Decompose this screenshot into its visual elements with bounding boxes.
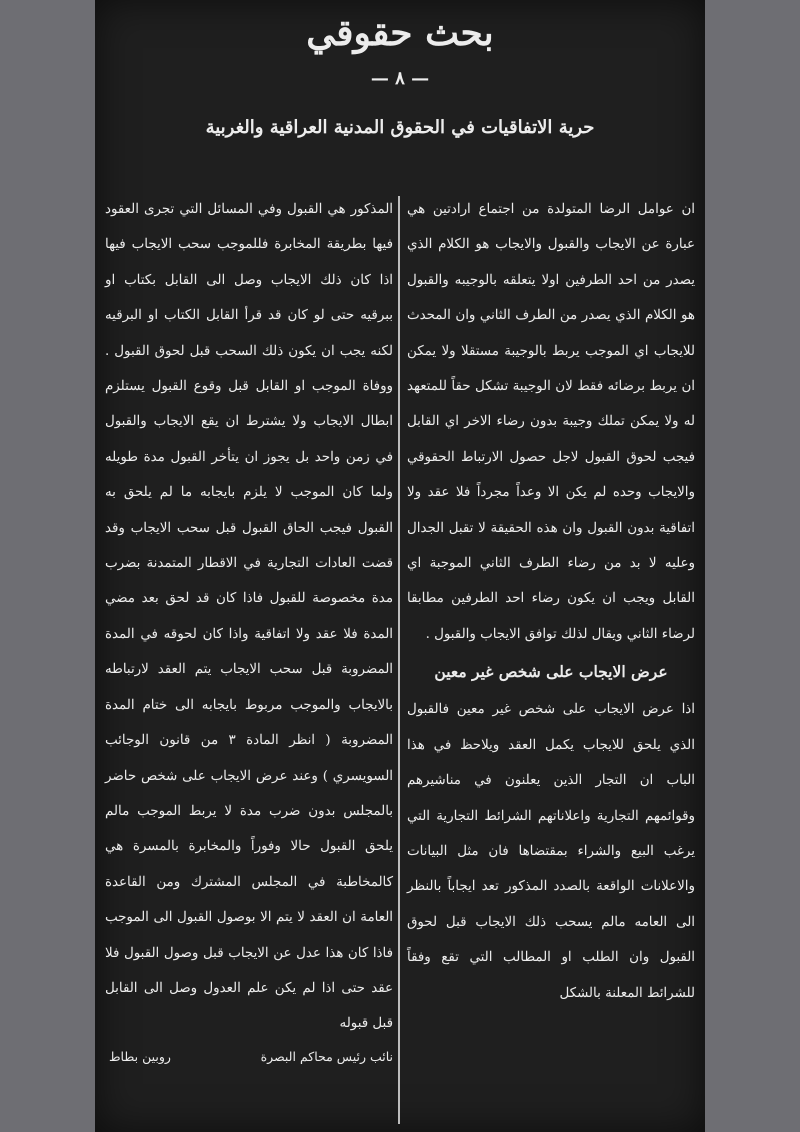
column-divider [398,196,400,1124]
signature-name: روبين بطاط [109,1048,171,1064]
article-subtitle: حرية الاتفاقيات في الحقوق المدنية العراقية والغربية [205,117,595,138]
right-paragraph-1: ان عوامل الرضا المتولدة من اجتماع ارادتين هي عبارة عن الايجاب والقبول والايجاب هو الكلام الذي يصدر من احد الطرفين اولا يتعلقه بالوجيبه والقبول هو الكلام الذي يصدر من الطرف الثاني وان المحدث للايجاب اي الموجب يربط بالوجيبة مستقلا ولا يمكن ان يربط برضائه فقط لان الوجيبة تشكل حقاً للمتعهد له ولا يمكن تملك وجيبة بدون رضاء الاخر اي القابل فيجب لحوق القبول لاجل حصول الارتباط الحقوقي والايجاب وحده لم يكن الا وعداً مجرداً فلا عقد ولا اتفاقية بدون القبول وان هذه الحقيقة لا تقبل الجدال وعليه لا بد من رضاء الطرف الثاني الموجبة اي القابل ويجب ان يكون رضاء احد الطرفين مطابقا لرضاء الثاني ويقال لذلك توافق الايجاب والقبول . [407,202,695,642]
newspaper-page [95,0,705,1132]
right-column [407,192,695,1122]
signature-title: نائب رئيس محاكم البصرة [260,1048,393,1064]
left-paragraph-1: المذكور هي القبول وفي المسائل التي تجرى العقود فيها بطريقة المخابرة فللموجب سحب الايجاب فيها اذا كان ذلك الايجاب وصل الى القابل بكتاب او ببرقيه حتى لو كان قد قرأ القابل الكتاب او البرقيه لكنه يجب ان يكون ذلك السحب قبل لحوق القبول . ووفاة الموجب او القابل قبل وقوع القبول يستلزم ابطال الايجاب ولا يشترط ان يقع الايجاب والقبول في زمن واحد بل يجوز ان يتأخر القبول مدة طويله ولما كان الموجب لا يلزم بايجابه ما لم يلحق به القبول فيجب الحاق القبول قبل سحب الايجاب وقد قضت العادات التجارية في الاقطار المتمدنة بضرب مدة مخصوصة للقبول فاذا كان قد لحق بعد مضي المدة فلا عقد ولا اتفاقية واذا كان لحوقه في المدة المضروبة قبل سحب الايجاب يتم العقد لارتباطه بالايجاب والموجب مربوط بايجابه الى ختام المدة المضروبة ( انظر المادة ٣ من قانون الوجائب السويسري ) وعند عرض الايجاب على شخص حاضر بالمجلس بدون ضرب مدة لا يربط الموجب مالم يلحق القبول حالا وفوراً والمخابرة بالمسرة هي كالمخاطبة في المجلس المشترك ومن القاعدة العامة ان العقد لا يتم الا بوصول القبول الى الموجب فاذا كان هذا عدل عن الايجاب قبل وصول القبول فلا عقد حتى اذا لم يكن علم العدول وصل الى القابل قبل قبوله [105,202,393,1032]
page-title: بحث حقوقي [306,12,494,54]
article-number: — ٨ — [370,68,430,89]
signature-line [105,1042,393,1072]
section-heading: عرض الايجاب على شخص غير معين [434,662,668,682]
left-column [105,192,393,1122]
right-paragraph-2: اذا عرض الايجاب على شخص غير معين فالقبول الذي يلحق للايجاب يكمل العقد ويلاحظ في هذا الباب ان التجار الذين يعلنون في مناشيرهم وقوائمهم التجارية واعلاناتهم الشرائط التجارية التي يرغب البيع والشراء بمقتضاها فان مثل البيانات والاعلانات الواقعة بالصدد المذكور تعد ايجاباً بالنظر الى العامه مالم يسحب ذلك الايجاب قبل لحوق القبول وان الطلب او المطالب التي تقع وفقاً للشرائط المعلنة بالشكل [407,702,695,1001]
